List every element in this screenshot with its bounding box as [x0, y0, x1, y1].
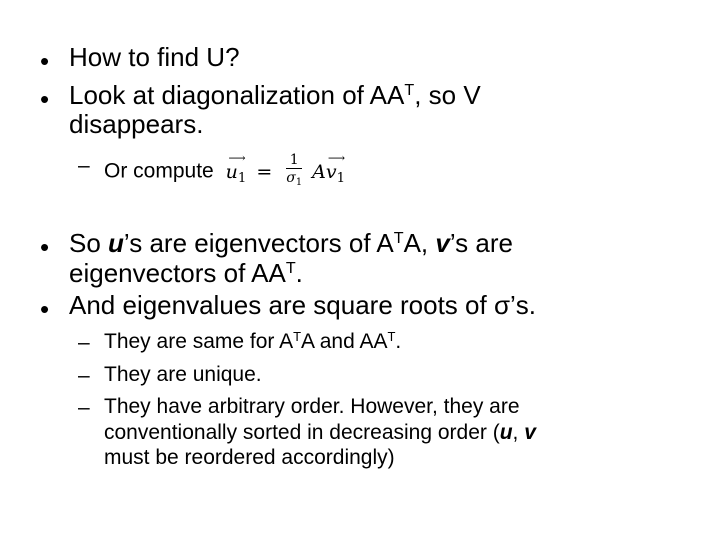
- bullet-eigenvalues: And eigenvalues are square roots of σ’s.: [69, 290, 536, 320]
- text: , so V: [414, 80, 481, 110]
- text: ’s are: [449, 228, 513, 258]
- bullet-eigenvectors: [69, 230, 513, 256]
- subscript: 1: [237, 171, 247, 187]
- sub-bullet-or-compute: [104, 150, 346, 191]
- dash-marker: –: [78, 364, 90, 387]
- dash-marker: –: [78, 154, 90, 177]
- text: .: [395, 330, 402, 353]
- sub-bullet-same: [104, 328, 402, 353]
- text: A and AA: [301, 330, 388, 353]
- bullet-marker: •: [40, 232, 50, 262]
- arrow-icon: ⟶: [228, 150, 246, 165]
- bullet-diagonalization-cont: disappears.: [69, 109, 204, 139]
- sub-bullet-order-cont: [104, 422, 536, 443]
- symbol-u: u: [225, 160, 238, 183]
- equals: =: [256, 160, 273, 183]
- arrow-icon: ⟶: [327, 150, 346, 165]
- subscript: 1: [295, 177, 303, 189]
- subscript: 1: [336, 171, 346, 187]
- symbol-v: v: [435, 228, 450, 258]
- symbol-a: A: [312, 160, 326, 183]
- dash-marker: –: [78, 396, 90, 419]
- superscript: T: [293, 328, 302, 344]
- text: eigenvectors of AA: [69, 258, 286, 288]
- symbol-u: u: [108, 228, 124, 258]
- bullet-eigenvectors-cont: [69, 260, 303, 286]
- dash-marker: –: [78, 331, 90, 354]
- text: Or compute: [104, 159, 214, 183]
- sub-bullet-order: They have arbitrary order. However, they are: [104, 395, 520, 418]
- text: conventionally sorted in decreasing order (: [104, 421, 500, 444]
- symbol-sigma: σ: [286, 170, 296, 186]
- text: A,: [403, 228, 436, 258]
- superscript: T: [404, 81, 415, 100]
- text: ’s are eigenvectors of A: [123, 228, 394, 258]
- denominator: [286, 169, 302, 189]
- superscript: T: [387, 328, 396, 344]
- superscript: T: [285, 259, 296, 278]
- sub-bullet-unique: They are unique.: [104, 363, 262, 386]
- fraction: [286, 152, 302, 189]
- bullet-diagonalization: [69, 82, 481, 108]
- sub-bullet-order-cont2: must be reordered accordingly): [104, 446, 395, 469]
- bullet-how-to-find-u: How to find U?: [69, 42, 240, 72]
- numerator: 1: [286, 152, 302, 169]
- text: They are same for A: [104, 330, 294, 353]
- symbol-v: v: [524, 421, 536, 444]
- text: So: [69, 228, 109, 258]
- formula: [225, 150, 346, 189]
- text: .: [295, 258, 303, 288]
- text: Look at diagonalization of AA: [69, 80, 405, 110]
- superscript: T: [393, 229, 404, 248]
- symbol-v: v: [325, 160, 337, 183]
- vector-v1: [325, 150, 346, 187]
- symbol-u: u: [499, 421, 513, 444]
- vector-u1: [225, 150, 247, 187]
- bullet-marker: •: [40, 84, 50, 114]
- bullet-marker: •: [40, 46, 50, 76]
- bullet-marker: •: [40, 294, 50, 324]
- text: ,: [512, 421, 525, 444]
